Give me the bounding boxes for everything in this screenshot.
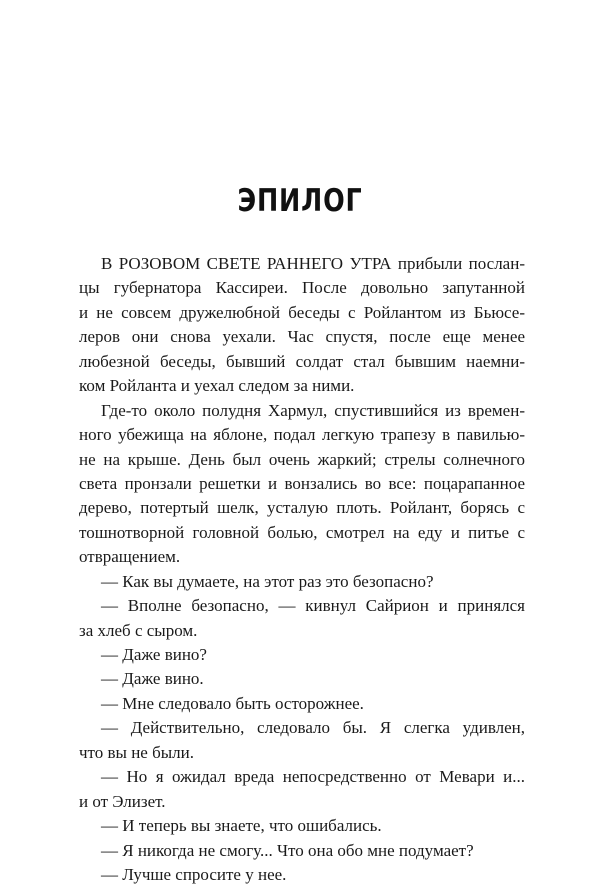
- text-line: не на крыше. День был очень жаркий; стрелы солнечного: [79, 449, 525, 469]
- dialogue-line: — Даже вино.: [101, 669, 204, 689]
- dialogue-line: — Даже вино?: [101, 645, 207, 664]
- text-line: В РОЗОВОМ СВЕТЕ РАННЕГО УТРА прибыли послан-: [101, 254, 525, 273]
- text-line: что вы не были.: [79, 742, 194, 762]
- text-line: отвращением.: [79, 547, 181, 567]
- text-line: Где-то около полудня Хармул, спустившийся из времен-: [101, 400, 525, 420]
- body-text: [79, 252, 525, 887]
- text-line: любезной беседы, бывший солдат стал бывшим наемни-: [79, 351, 525, 371]
- text-line: ком Ройланта и уехал следом за ними.: [79, 376, 355, 396]
- text-line: света пронзали решетки и вонзались во все: поцарапанное: [79, 473, 525, 493]
- dialogue-line: — Как вы думаете, на этот раз это безопасно?: [101, 571, 434, 591]
- dialogue-line: — Вполне безопасно, — кивнул Сайрион и принялся: [101, 596, 525, 616]
- dialogue-line: — Лучше спросите у нее.: [101, 864, 287, 884]
- text-line: за хлеб с сыром.: [79, 620, 198, 640]
- dialogue-line: — Мне следовало быть осторожнее.: [101, 693, 364, 713]
- dialogue-line: — Но я ожидал вреда непосредственно от Мевари и...: [101, 767, 525, 787]
- text-line: ного убежища на яблоне, подал легкую трапезу в павилью-: [79, 425, 525, 445]
- text-line: и не совсем дружелюбной беседы с Ройлантом из Бьюсе-: [79, 302, 525, 322]
- text-line: тошнотворной головной болью, смотрел на еду и питье с: [79, 522, 525, 542]
- text-line: леров они снова уехали. Час спустя, после еще менее: [79, 327, 525, 347]
- chapter-title: ЭПИЛОГ: [237, 183, 363, 219]
- dialogue-line: — И теперь вы знаете, что ошибались.: [101, 816, 382, 836]
- text-line: и от Элизет.: [79, 791, 166, 811]
- dialogue-line: — Действительно, следовало бы. Я слегка удивлен,: [101, 718, 525, 738]
- text-line: цы губернатора Кассиреи. После довольно запутанной: [79, 278, 525, 298]
- dialogue-line: — Я никогда не смогу... Что она обо мне подумает?: [101, 840, 474, 860]
- text-line: дерево, потертый шелк, усталую плоть. Ройлант, борясь с: [79, 498, 525, 518]
